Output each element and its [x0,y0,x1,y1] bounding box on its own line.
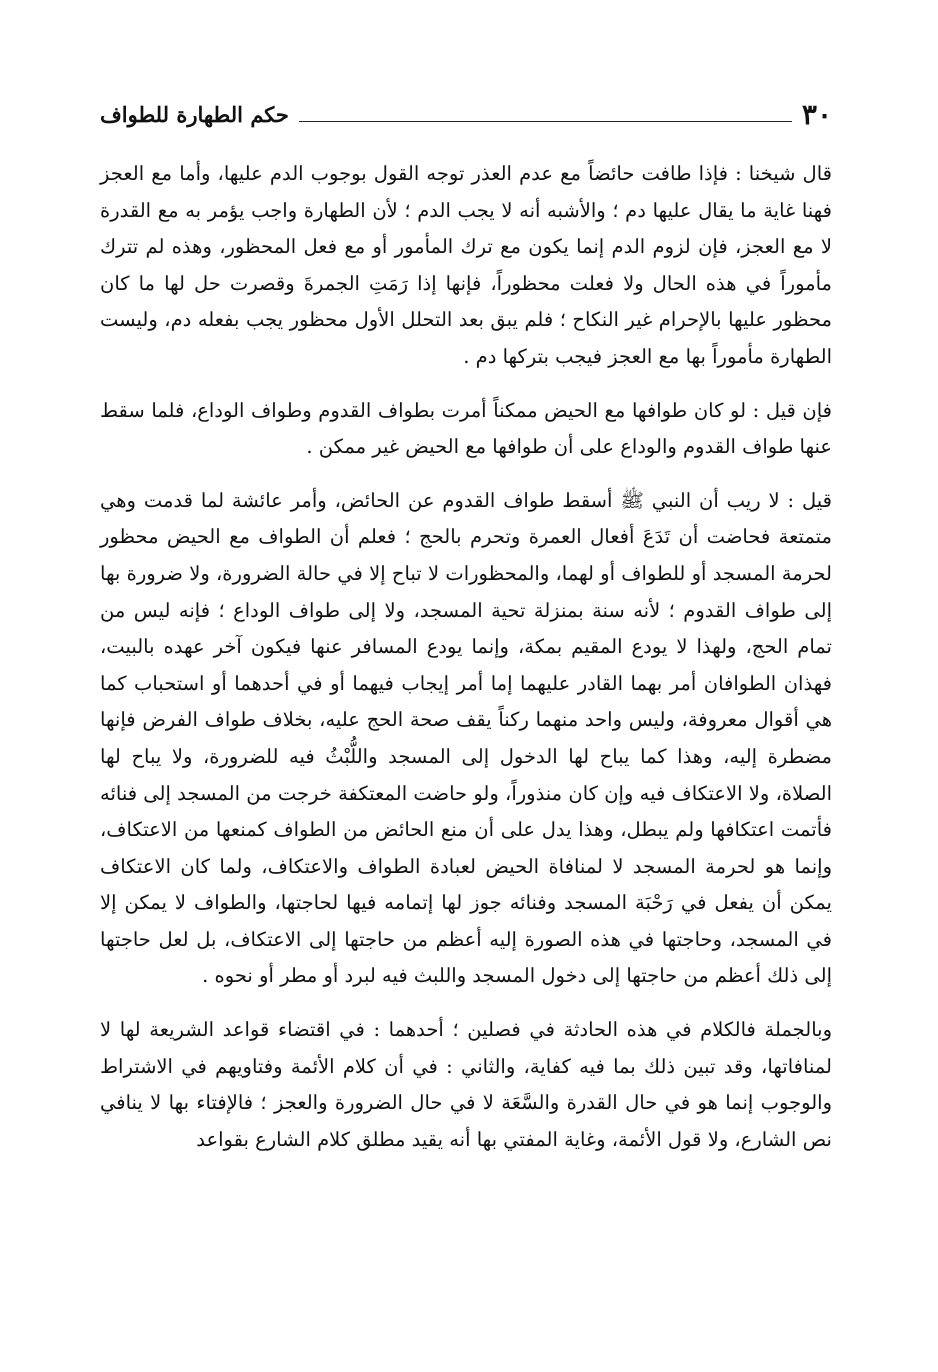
page-number: ٣٠ [801,98,832,131]
paragraph-1: قال شيخنا : فإذا طافت حائضاً مع عدم العذر توجه القول بوجوب الدم عليها، وأما مع العجز فهنا غاية ما يقال عليها دم ؛ والأشبه أنه لا يجب الدم ؛ لأن الطهارة واجب يؤمر به مع القدرة لا مع العجز، فإن لزوم الدم إنما يكون مع ترك المأمور أو مع فعل المحظور، وهذه لم تترك مأموراً في هذه الحال ولا فعلت محظوراً، فإنها إذا رَمَتِ الجمرةَ وقصرت حل لها ما كان محظور عليها بالإحرام غير النكاح ؛ فلم يبق بعد التحلل الأول محظور يجب بفعله دم، وليست الطهارة مأموراً بها مع العجز فيجب بتركها دم . [100,162,832,368]
paragraph-2: فإن قيل : لو كان طوافها مع الحيض ممكناً أمرت بطواف القدوم وطواف الوداع، فلما سقط عنها طواف القدوم والوداع على أن طوافها مع الحيض غير ممكن . [100,398,832,459]
running-title: حكم الطهارة للطواف [100,102,289,127]
page-header [100,96,832,132]
paragraph-3: قيل : لا ريب أن النبي ﷺ أسقط طواف القدوم عن الحائض، وأمر عائشة لما قدمت وهي متمتعة فحاضت أن تَدَعَ أفعال العمرة وتحرم بالحج ؛ فعلم أن الطواف مع الحيض محظور لحرمة المسجد أو للطواف أو لهما، والمحظورات لا تباح إلا في حالة الضرورة، ولا ضرورة بها إلى طواف القدوم ؛ لأنه سنة بمنزلة تحية المسجد، ولا إلى طواف الوداع ؛ فإنه ليس من تمام الحج، ولهذا لا يودع المقيم بمكة، وإنما يودع المسافر عنها فيكون آخر عهده بالبيت، فهذان الطوافان أمر بهما القادر عليهما إما أمر إيجاب فيهما أو في أحدهما أو استحباب كما هي أقوال معروفة، وليس واحد منهما ركناً يقف صحة الحج عليه، بخلاف طواف الفرض فإنها مضطرة إليه، وهذا كما يباح لها الدخول إلى المسجد واللُّبْثُ فيه للضرورة، ولا يباح لها الصلاة، ولا الاعتكاف فيه وإن كان منذوراً، ولو حاضت المعتكفة خرجت من المسجد إلى فنائه فأتمت اعتكافها ولم يبطل، وهذا يدل على أن منع الحائض من الطواف كمنعها من الاعتكاف، وإنما هو لحرمة المسجد لا لمنافاة الحيض لعبادة الطواف والاعتكاف، ولما كان الاعتكاف يمكن أن يفعل في رَحْبَة المسجد وفنائه جوز لها إتمامه فيها لحاجتها، والطواف لا يمكن إلا في المسجد، وحاجتها في هذه الصورة إليه أعظم من حاجتها إلى الاعتكاف، بل لعل حاجتها إلى ذلك أعظم من حاجتها إلى دخول المسجد واللبث فيه لبرد أو مطر أو نحوه . [100,488,832,988]
body-text [100,156,832,1158]
header-rule [299,121,792,122]
paragraph-4: وبالجملة فالكلام في هذه الحادثة في فصلين ؛ أحدهما : في اقتضاء قواعد الشريعة لها لا لمنافاتها، وقد تبين ذلك بما فيه كفاية، والثاني : في أن كلام الأئمة وفتاويهم في الاشتراط والوجوب إنما هو في حال القدرة والسَّعَة لا في حال الضرورة والعجز ؛ فالإفتاء بها لا ينافي نص الشارع، ولا قول الأئمة، وغاية المفتي بها أنه يقيد مطلق كلام الشارع بقواعد [100,1018,832,1151]
